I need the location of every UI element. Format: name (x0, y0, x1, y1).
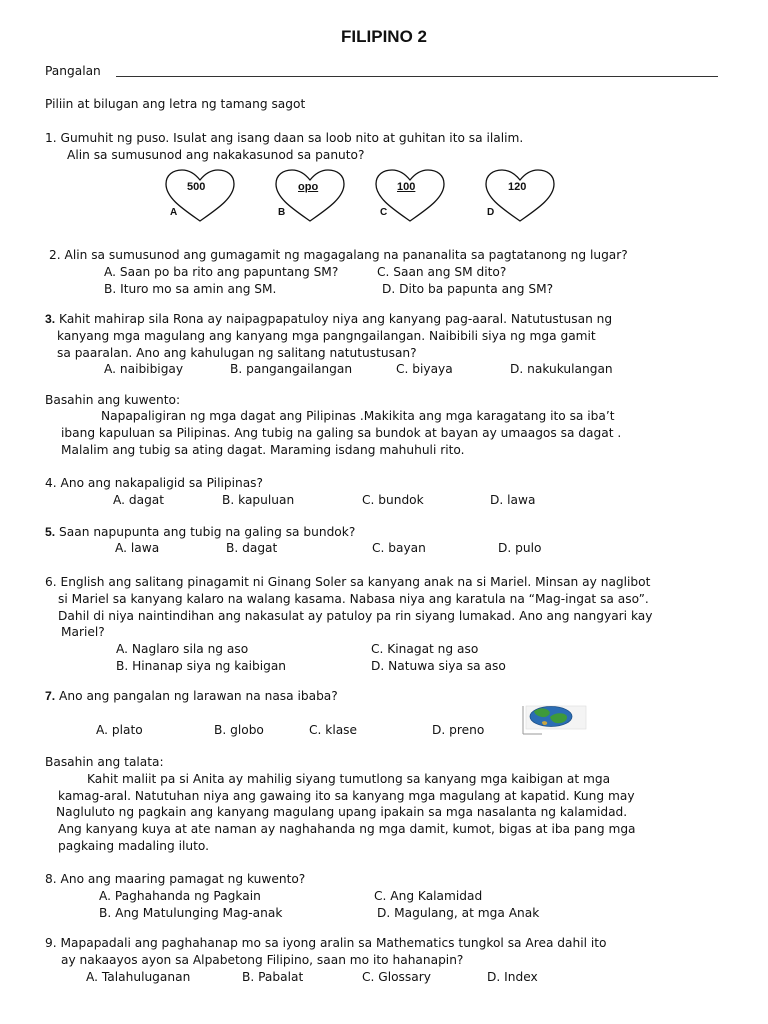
story1-line2: ibang kapuluan sa Pilipinas. Ang tubig na galing sa bundok at bayan ay umaagos sa dagat . (61, 426, 622, 440)
q6-line2: si Mariel sa kanyang kalaro na walang kasama. Nabasa niya ang karatula na “Mag-ingat sa aso”. (58, 592, 649, 606)
heart-a-letter: A (170, 207, 178, 218)
story2-heading: Basahin ang talata: (45, 755, 164, 769)
q3-option-b: B. pangangailangan (230, 362, 353, 376)
q5-option-a: A. lawa (115, 541, 160, 555)
q1-line1: 1. Gumuhit ng puso. Isulat ang isang daan sa loob nito at guhitan ito sa ilalim. (45, 131, 524, 145)
q8-option-a: A. Paghahanda ng Pagkain (99, 889, 261, 903)
q3-line1 (45, 313, 612, 325)
q7-number: 7. (45, 689, 56, 703)
q4-option-a: A. dagat (113, 493, 165, 507)
q5-number: 5. (45, 525, 56, 539)
q5-line1-text: Saan napupunta ang tubig na galing sa bundok? (55, 525, 356, 539)
q8-line1: 8. Ano ang maaring pamagat ng kuwento? (45, 872, 306, 886)
heart-d-text: 120 (508, 181, 527, 193)
q6-option-d: D. Natuwa siya sa aso (371, 659, 506, 673)
q6-line3: Dahil di niya naintindihan ang nakasulat ay patuloy pa rin siyang lumakad. Ano ang nangyari kay (58, 609, 653, 623)
story1-line3: Malalim ang tubig sa ating dagat. Maraming isdang mahuhuli rito. (61, 443, 465, 457)
q3-line1-text: Kahit mahirap sila Rona ay naipagpapatuloy niya ang kanyang pag-aaral. Natutustusan ng (55, 312, 613, 326)
q9-line1: 9. Mapapadali ang paghahanap mo sa iyong aralin sa Mathematics tungkol sa Area dahil ito (45, 936, 607, 950)
q6-option-c: C. Kinagat ng aso (371, 642, 479, 656)
heart-c-letter: C (380, 207, 388, 218)
q5-line1 (45, 526, 355, 538)
q3-line3: sa paaralan. Ano ang kahulugan ng salitang natutustusan? (57, 346, 417, 360)
q2-option-c: C. Saan ang SM dito? (377, 265, 507, 279)
q6-option-a: A. Naglaro sila ng aso (116, 642, 249, 656)
story2-line5: pagkaing madaling iluto. (58, 839, 210, 853)
q1-line2: Alin sa sumusunod ang nakakasunod sa panuto? (67, 148, 365, 162)
q3-option-c: C. biyaya (396, 362, 453, 376)
q9-line2: ay nakaayos ayon sa Alpabetong Filipino, saan mo ito hahanapin? (61, 953, 464, 967)
heart-d-letter: D (487, 207, 495, 218)
q3-option-d: D. nakukulangan (510, 362, 613, 376)
q7-option-c: C. klase (309, 723, 358, 737)
q3-number: 3. (45, 312, 56, 326)
q6-line1: 6. English ang salitang pinagamit ni Ginang Soler sa kanyang anak na si Mariel. Minsan ay naglibot (45, 575, 651, 589)
name-label: Pangalan (45, 64, 101, 78)
q4-option-b: B. kapuluan (222, 493, 295, 507)
q6-option-b: B. Hinanap siya ng kaibigan (116, 659, 287, 673)
q8-option-b: B. Ang Matulunging Mag-anak (99, 906, 283, 920)
story2-line2: kamag-aral. Natutuhan niya ang gawaing ito sa kanyang mga magulang at kapatid. Kung may (58, 789, 635, 803)
q2-option-a: A. Saan po ba rito ang papuntang SM? (104, 265, 339, 279)
q5-option-c: C. bayan (372, 541, 426, 555)
q2-option-d: D. Dito ba papunta ang SM? (382, 282, 554, 296)
q5-option-d: D. pulo (498, 541, 542, 555)
story2-line4: Ang kanyang kuya at ate naman ay naghahanda ng mga damit, kumot, bigas at iba pang mga (58, 822, 636, 836)
q9-option-a: A. Talahuluganan (86, 970, 191, 984)
name-line (116, 76, 718, 77)
story1-heading: Basahin ang kuwento: (45, 393, 181, 407)
q7-option-a: A. plato (96, 723, 143, 737)
q7-option-b: B. globo (214, 723, 264, 737)
story2-line3: Nagluluto ng pagkain ang kanyang magulang upang ipakain sa mga nasalanta ng kalamidad. (56, 805, 628, 819)
story2-line1: Kahit maliit pa si Anita ay mahilig siyang tumutlong sa kanyang mga kaibigan at mga (87, 772, 611, 786)
q7-line1-text: Ano ang pangalan ng larawan na nasa ibaba? (55, 689, 338, 703)
q9-option-c: C. Glossary (362, 970, 431, 984)
heart-b-text: opo (298, 181, 319, 193)
q7-line1 (45, 690, 338, 702)
q4-option-d: D. lawa (490, 493, 536, 507)
heart-a-text: 500 (187, 181, 206, 193)
q6-line4: Mariel? (61, 625, 105, 639)
story1-line1: Napapaligiran ng mga dagat ang Pilipinas .Makikita ang mga karagatang ito sa iba’t (101, 409, 615, 423)
q9-option-d: D. Index (487, 970, 538, 984)
page-title: FILIPINO 2 (341, 27, 427, 46)
q4-option-c: C. bundok (362, 493, 424, 507)
q2-option-b: B. Ituro mo sa amin ang SM. (104, 282, 277, 296)
q3-line2: kanyang mga magulang ang kanyang mga pangngailangan. Naibibili siya ng mga gamit (57, 329, 596, 343)
q9-option-b: B. Pabalat (242, 970, 304, 984)
globe-icon (522, 702, 588, 736)
q3-option-a: A. naibibigay (104, 362, 184, 376)
q8-option-c: C. Ang Kalamidad (374, 889, 483, 903)
q4-line1: 4. Ano ang nakapaligid sa Pilipinas? (45, 476, 263, 490)
heart-c-text: 100 (397, 181, 416, 193)
q7-option-d: D. preno (432, 723, 485, 737)
heart-b-letter: B (278, 207, 286, 218)
instruction: Piliin at bilugan ang letra ng tamang sagot (45, 97, 306, 111)
q5-option-b: B. dagat (226, 541, 278, 555)
q8-option-d: D. Magulang, at mga Anak (377, 906, 540, 920)
q2-line1: 2. Alin sa sumusunod ang gumagamit ng magagalang na pananalita sa pagtatanong ng lugar? (49, 248, 628, 262)
